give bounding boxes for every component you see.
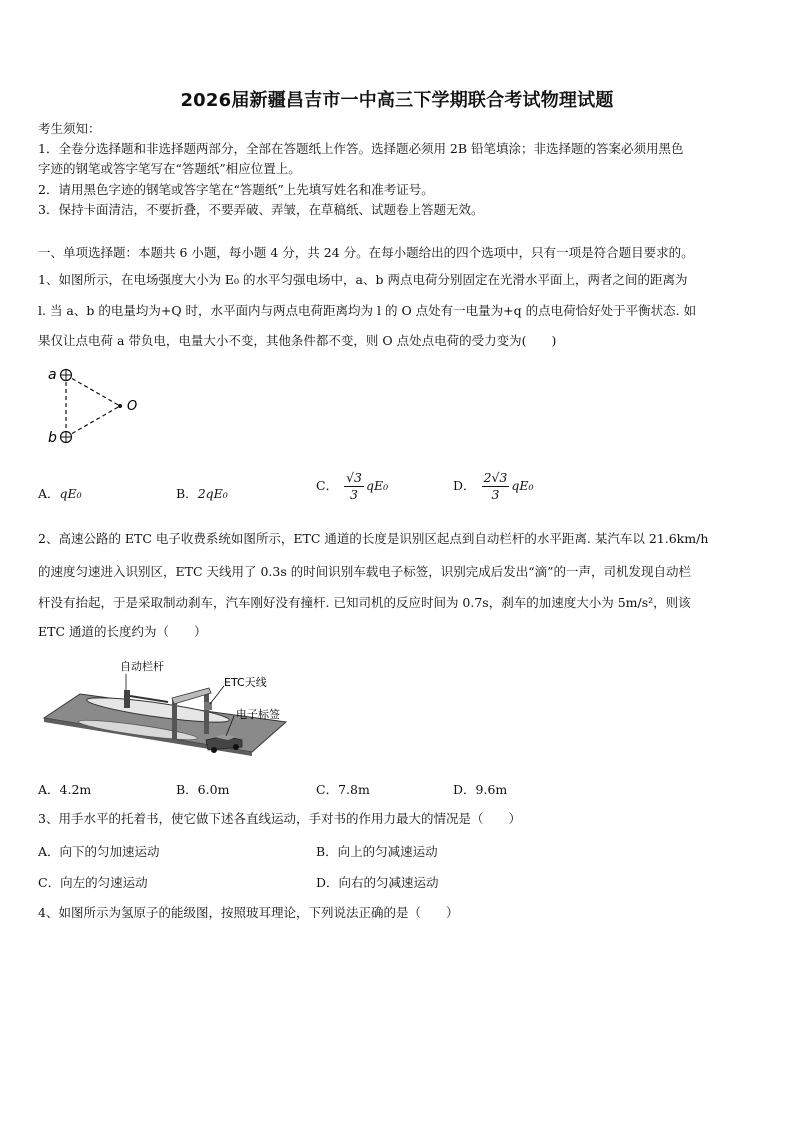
option-a-label: A． (38, 486, 60, 501)
option-c-denominator: 3 (350, 487, 358, 502)
q2-line-2: 的速度匀速进入识别区，ETC 天线用了 0.3s 的时间识别车载电子标签，识别完成后发出“滴”的一声，司机发现自动栏 (38, 564, 692, 579)
q1-option-b[interactable] (176, 484, 228, 502)
antenna-pointer (210, 686, 224, 704)
gate-post (124, 690, 130, 708)
ao-dashed-line (66, 375, 120, 406)
charges-figure (40, 362, 150, 452)
tag-label: 电子标签 (236, 708, 280, 721)
point-o (118, 404, 122, 408)
q1-line-1: 1、如图所示，在电场强度大小为 E₀ 的水平匀强电场中，a、b 两点电荷分别固定在光滑水平面上，两者之间的距离为 (38, 272, 688, 287)
option-c-fraction (344, 470, 364, 503)
option-a-value: qE₀ (59, 486, 82, 501)
q2-option-a[interactable]: A．4.2m (38, 782, 92, 797)
q2-line-1: 2、高速公路的 ETC 电子收费系统如图所示，ETC 通道的长度是识别区起点到自动栏杆的水平距离. 某汽车以 21.6km/h (38, 531, 709, 546)
option-b-label: B． (176, 486, 198, 501)
section-heading: 一、单项选择题：本题共 6 小题，每小题 4 分，共 24 分。在每小题给出的四个选项中，只有一项是符合题目要求的。 (38, 245, 694, 260)
option-d-label: D． (453, 478, 476, 493)
q3-stem: 3、用手水平的托着书，使它做下述各直线运动，手对书的作用力最大的情况是（ ） (38, 811, 521, 826)
notice-line-4: 3．保持卡面清洁，不要折叠，不要弄破、弄皱，在草稿纸、试题卷上答题无效。 (38, 202, 484, 217)
charge-b (61, 432, 72, 443)
notice-line-2: 字迹的钢笔或答字笔写在“答题纸”相应位置上。 (38, 161, 301, 176)
q2-line-3: 杆没有抬起，于是采取制动刹车，汽车刚好没有撞杆. 已知司机的反应时间为 0.7s，刹车的加速度大小为 5m/s²，则该 (38, 595, 691, 610)
q3-option-c[interactable]: C．向左的匀速运动 (38, 875, 148, 890)
option-b-value: 2qE₀ (197, 486, 228, 501)
option-d-denominator: 3 (491, 487, 500, 502)
q2-option-b[interactable]: B．6.0m (176, 782, 230, 797)
option-c-tail: qE₀ (365, 478, 389, 493)
option-d-numerator: 2√3 (483, 470, 508, 485)
notice-heading: 考生须知： (38, 121, 101, 136)
bo-dashed-line (66, 406, 120, 437)
q2-line-4: ETC 通道的长度约为（ ） (38, 624, 207, 639)
label-o: O (127, 399, 138, 414)
gantry-left-post (172, 700, 177, 740)
q1-option-a[interactable] (38, 484, 82, 502)
q1-option-c[interactable] (316, 470, 388, 503)
q1-option-d[interactable] (453, 470, 534, 503)
gate-label: 自动栏杆 (120, 660, 164, 673)
option-c-numerator: √3 (346, 470, 362, 485)
option-d-tail: qE₀ (511, 478, 534, 493)
q3-option-a[interactable]: A．向下的匀加速运动 (38, 844, 160, 859)
label-a: a (48, 367, 57, 383)
option-c-label: C． (316, 478, 339, 493)
gantry-right-post (204, 692, 209, 734)
page-title: 2026届新疆昌吉市一中高三下学期联合考试物理试题 (180, 90, 614, 111)
q3-option-d[interactable]: D．向右的匀减速运动 (316, 875, 439, 890)
etc-lane-figure (38, 652, 298, 764)
notice-line-1: 1．全卷分选择题和非选择题两部分，全部在答题纸上作答。选择题必须用 2B 铅笔填涂；非选择题的答案必须用黑色 (38, 141, 684, 156)
q1-line-2: l. 当 a、b 的电量均为+Q 时，水平面内与两点电荷距离均为 l 的 O 点处有一电量为+q 的点电荷恰好处于平衡状态. 如 (38, 303, 697, 318)
q2-option-d[interactable]: D．9.6m (453, 782, 508, 797)
q3-option-b[interactable]: B．向上的匀减速运动 (316, 844, 438, 859)
q1-line-3: 果仅让点电荷 a 带负电，电量大小不变，其他条件都不变，则 O 点处点电荷的受力变为( ) (38, 333, 557, 348)
notice-line-3: 2．请用黑色字迹的钢笔或答字笔在“答题纸”上先填写姓名和准考证号。 (38, 182, 434, 197)
charge-a (61, 370, 72, 381)
label-b: b (48, 430, 57, 446)
antenna-label: ETC天线 (224, 676, 267, 689)
option-d-fraction (482, 470, 510, 503)
q2-option-c[interactable]: C．7.8m (316, 782, 370, 797)
q4-stem: 4、如图所示为氢原子的能级图，按照玻耳理论，下列说法正确的是（ ） (38, 905, 459, 920)
